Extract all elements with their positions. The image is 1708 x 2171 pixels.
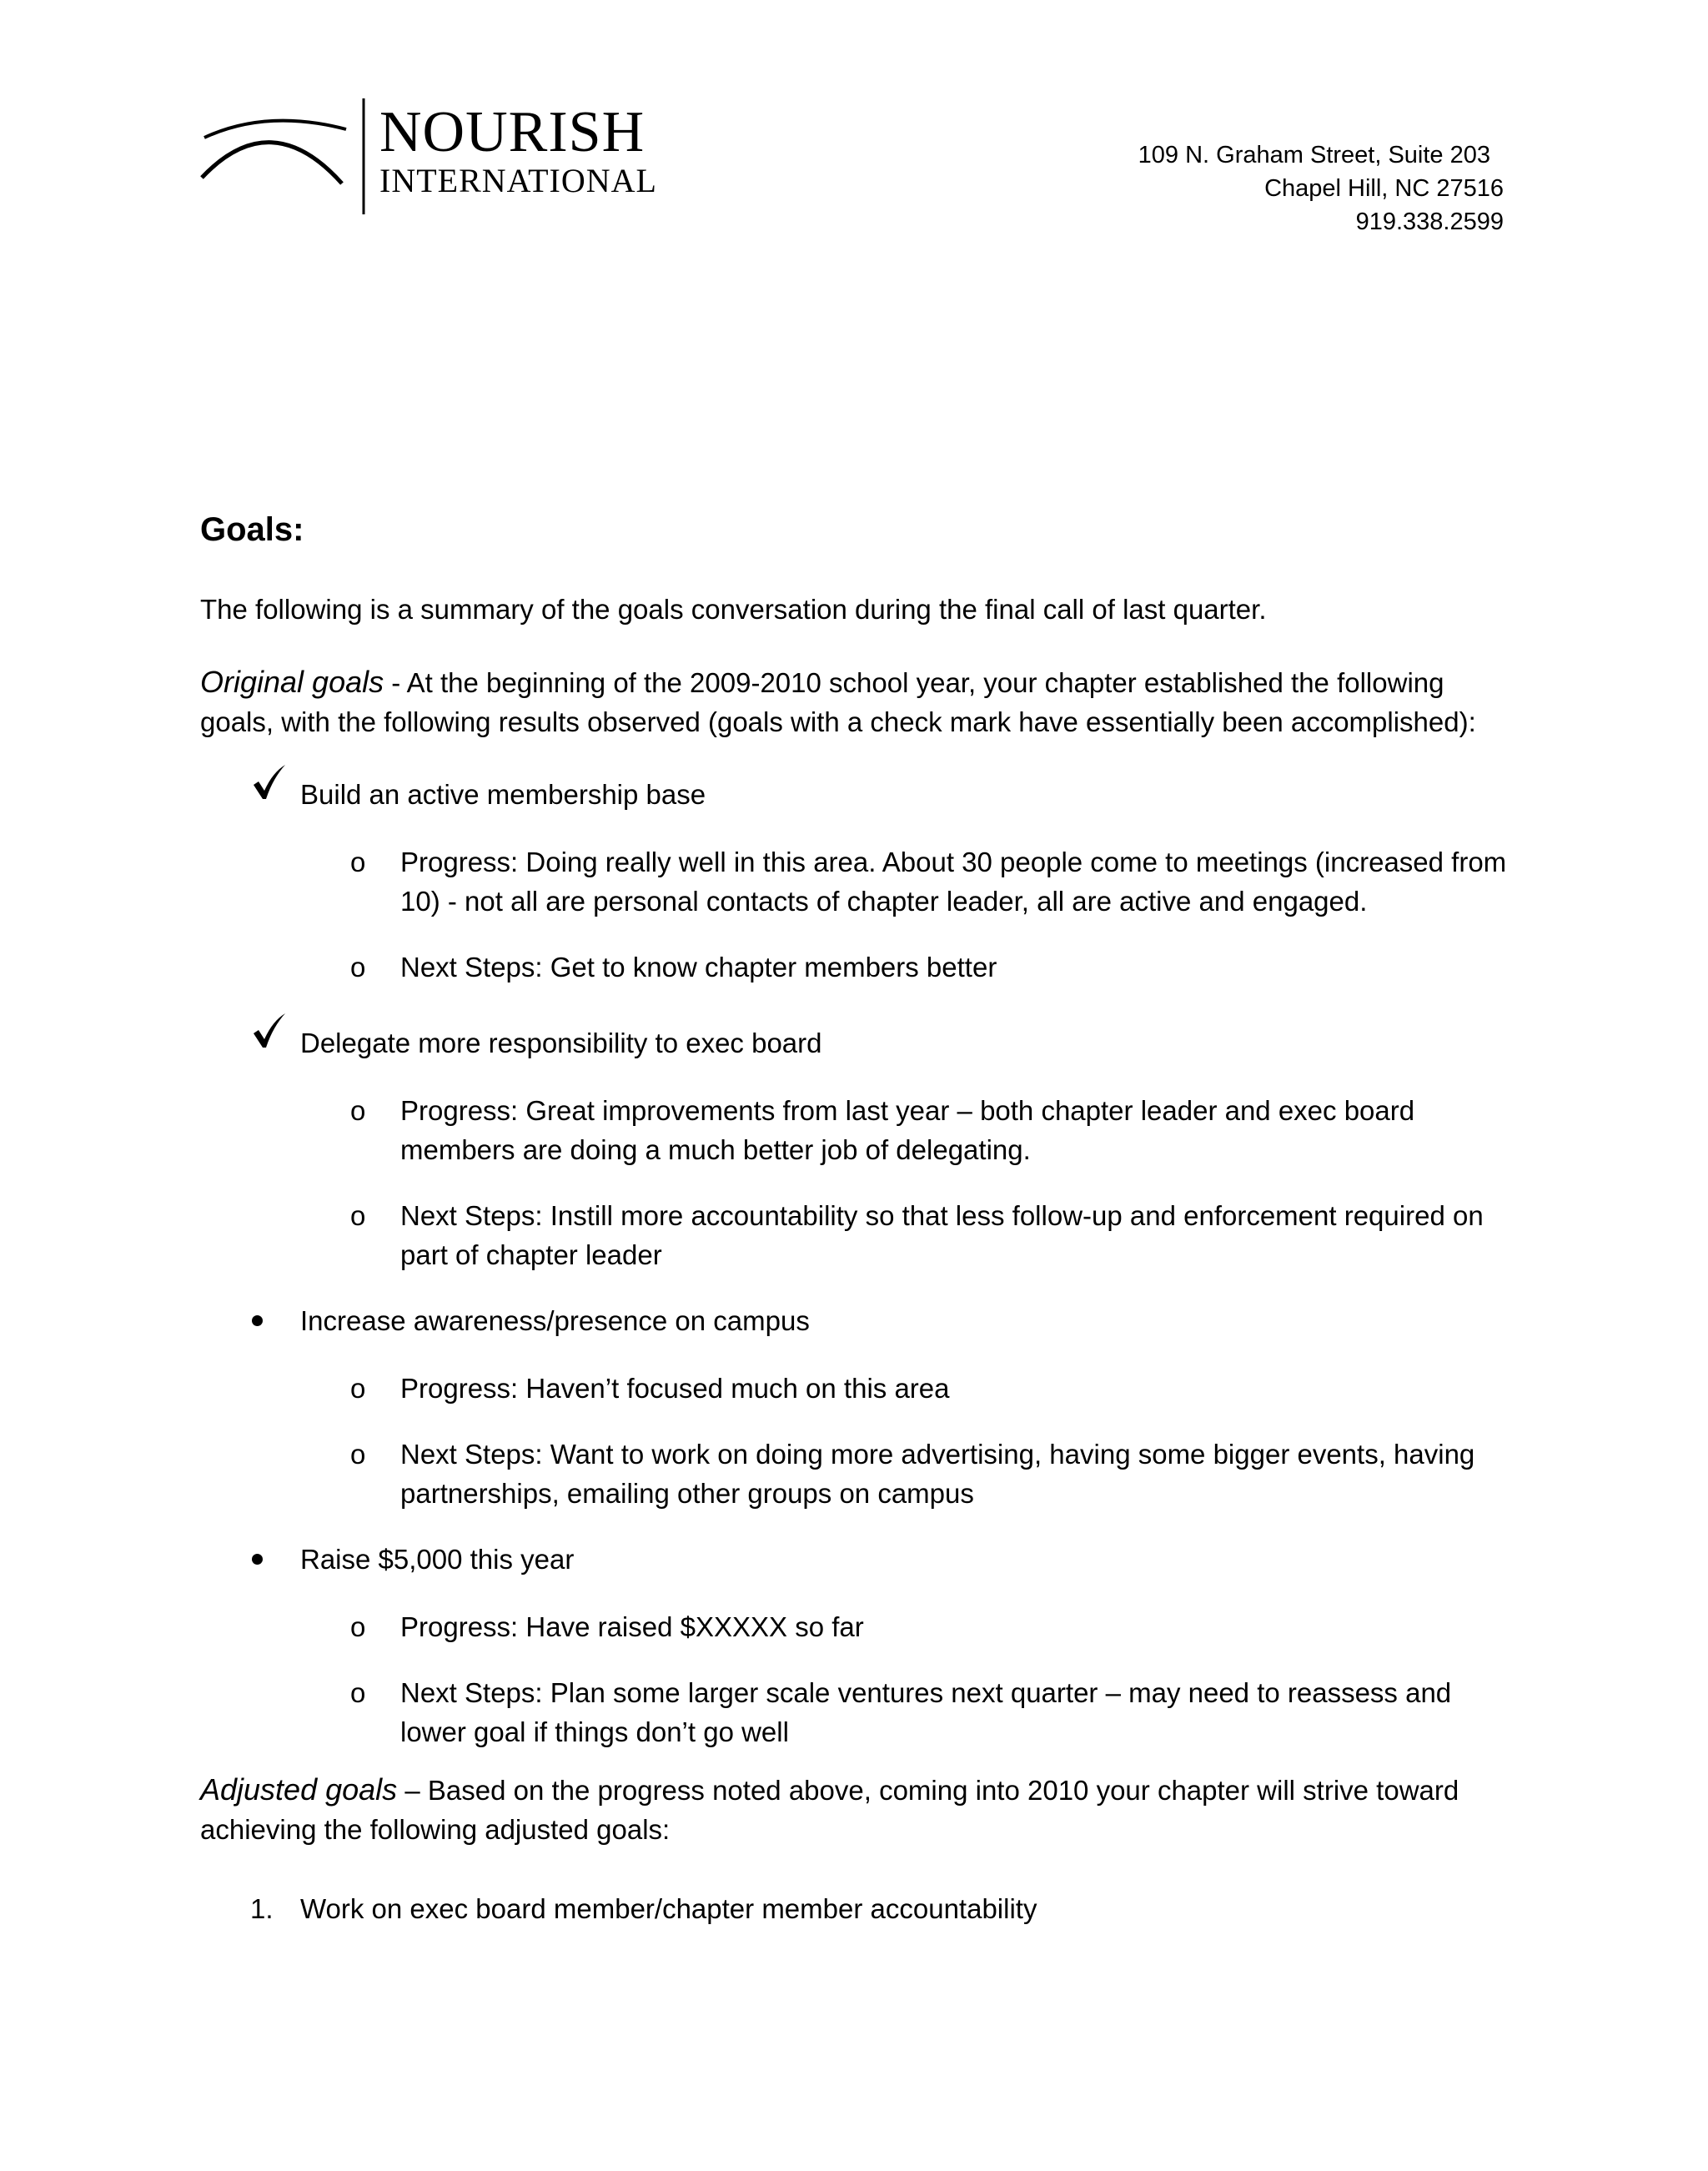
address-street: 109 N. Graham Street, Suite 203 xyxy=(1138,142,1490,168)
goal-progress xyxy=(200,1607,1514,1646)
circle-bullet-icon: o xyxy=(350,1439,366,1470)
goal-item xyxy=(200,1540,1514,1579)
adjusted-goals-paragraph xyxy=(200,1770,1514,1849)
progress-text: Progress: Doing really well in this area. About 30 people come to meetings (increased from 10) - not all are personal contacts of chapter leader, all are active and engaged. xyxy=(400,847,1507,917)
nourish-logo xyxy=(200,96,701,221)
goal-next-steps xyxy=(200,1196,1514,1274)
original-goals-lead: Original goals xyxy=(200,665,384,699)
list-number: 1. xyxy=(250,1893,274,1924)
list-item-text: Work on exec board member/chapter member accountability xyxy=(300,1893,1037,1924)
goal-progress xyxy=(200,1369,1514,1408)
goal-item xyxy=(200,1023,1514,1063)
document-body xyxy=(200,505,1514,1928)
circle-bullet-icon: o xyxy=(350,847,366,877)
next-steps-text: Next Steps: Want to work on doing more advertising, having some bigger events, having partnerships, emailing other groups on campus xyxy=(400,1439,1475,1509)
goal-title: Increase awareness/presence on campus xyxy=(300,1305,810,1336)
circle-bullet-icon: o xyxy=(350,952,366,982)
original-goals-text: - At the beginning of the 2009-2010 school year, your chapter established the following goals, with the following results observed (goals with a check mark have essentially been accomplished): xyxy=(200,667,1476,737)
check-mark-icon xyxy=(250,763,292,802)
page-title: Goals: xyxy=(200,511,304,548)
circle-bullet-icon: o xyxy=(350,1373,366,1404)
circle-bullet-icon: o xyxy=(350,1200,366,1231)
goal-next-steps xyxy=(200,1673,1514,1751)
address-city: Chapel Hill, NC 27516 xyxy=(1264,175,1504,202)
goal-title: Delegate more responsibility to exec board xyxy=(300,1028,822,1058)
numbered-list-item xyxy=(200,1889,1514,1928)
goal-title: Build an active membership base xyxy=(300,779,706,810)
next-steps-text: Next Steps: Get to know chapter members better xyxy=(400,952,997,982)
next-steps-text: Next Steps: Plan some larger scale ventures next quarter – may need to reassess and lower goal if things don’t go well xyxy=(400,1677,1452,1747)
goal-next-steps xyxy=(200,1435,1514,1513)
circle-bullet-icon: o xyxy=(350,1095,366,1126)
goal-progress xyxy=(200,1091,1514,1169)
original-goals-paragraph xyxy=(200,662,1514,741)
intro-paragraph: The following is a summary of the goals conversation during the final call of last quarter. xyxy=(200,594,1267,625)
goal-next-steps xyxy=(200,947,1514,987)
bullet-icon xyxy=(250,1540,292,1579)
logo-arc-icon xyxy=(200,96,384,221)
bullet-icon xyxy=(250,1301,292,1340)
progress-text: Progress: Have raised $XXXXX so far xyxy=(400,1611,864,1642)
goal-title: Raise $5,000 this year xyxy=(300,1544,575,1575)
next-steps-text: Next Steps: Instill more accountability so that less follow-up and enforcement required on part of chapter leader xyxy=(400,1200,1484,1270)
address-phone: 919.338.2599 xyxy=(1355,209,1504,235)
progress-text: Progress: Great improvements from last year – both chapter leader and exec board members are doing a much better job of delegating. xyxy=(400,1095,1415,1165)
goal-item xyxy=(200,1301,1514,1340)
goal-progress xyxy=(200,842,1514,921)
logo-name: NOURISH xyxy=(379,100,646,164)
adjusted-goals-lead: Adjusted goals xyxy=(200,1772,398,1807)
circle-bullet-icon: o xyxy=(350,1611,366,1642)
goal-item xyxy=(200,775,1514,814)
adjusted-goals-text: – Based on the progress noted above, coming into 2010 your chapter will strive toward achieving the following adjusted goals: xyxy=(200,1775,1459,1845)
address-block xyxy=(920,138,1504,239)
circle-bullet-icon: o xyxy=(350,1677,366,1708)
progress-text: Progress: Haven’t focused much on this area xyxy=(400,1373,950,1404)
check-mark-icon xyxy=(250,1012,292,1051)
logo-subtitle: INTERNATIONAL xyxy=(379,162,657,199)
